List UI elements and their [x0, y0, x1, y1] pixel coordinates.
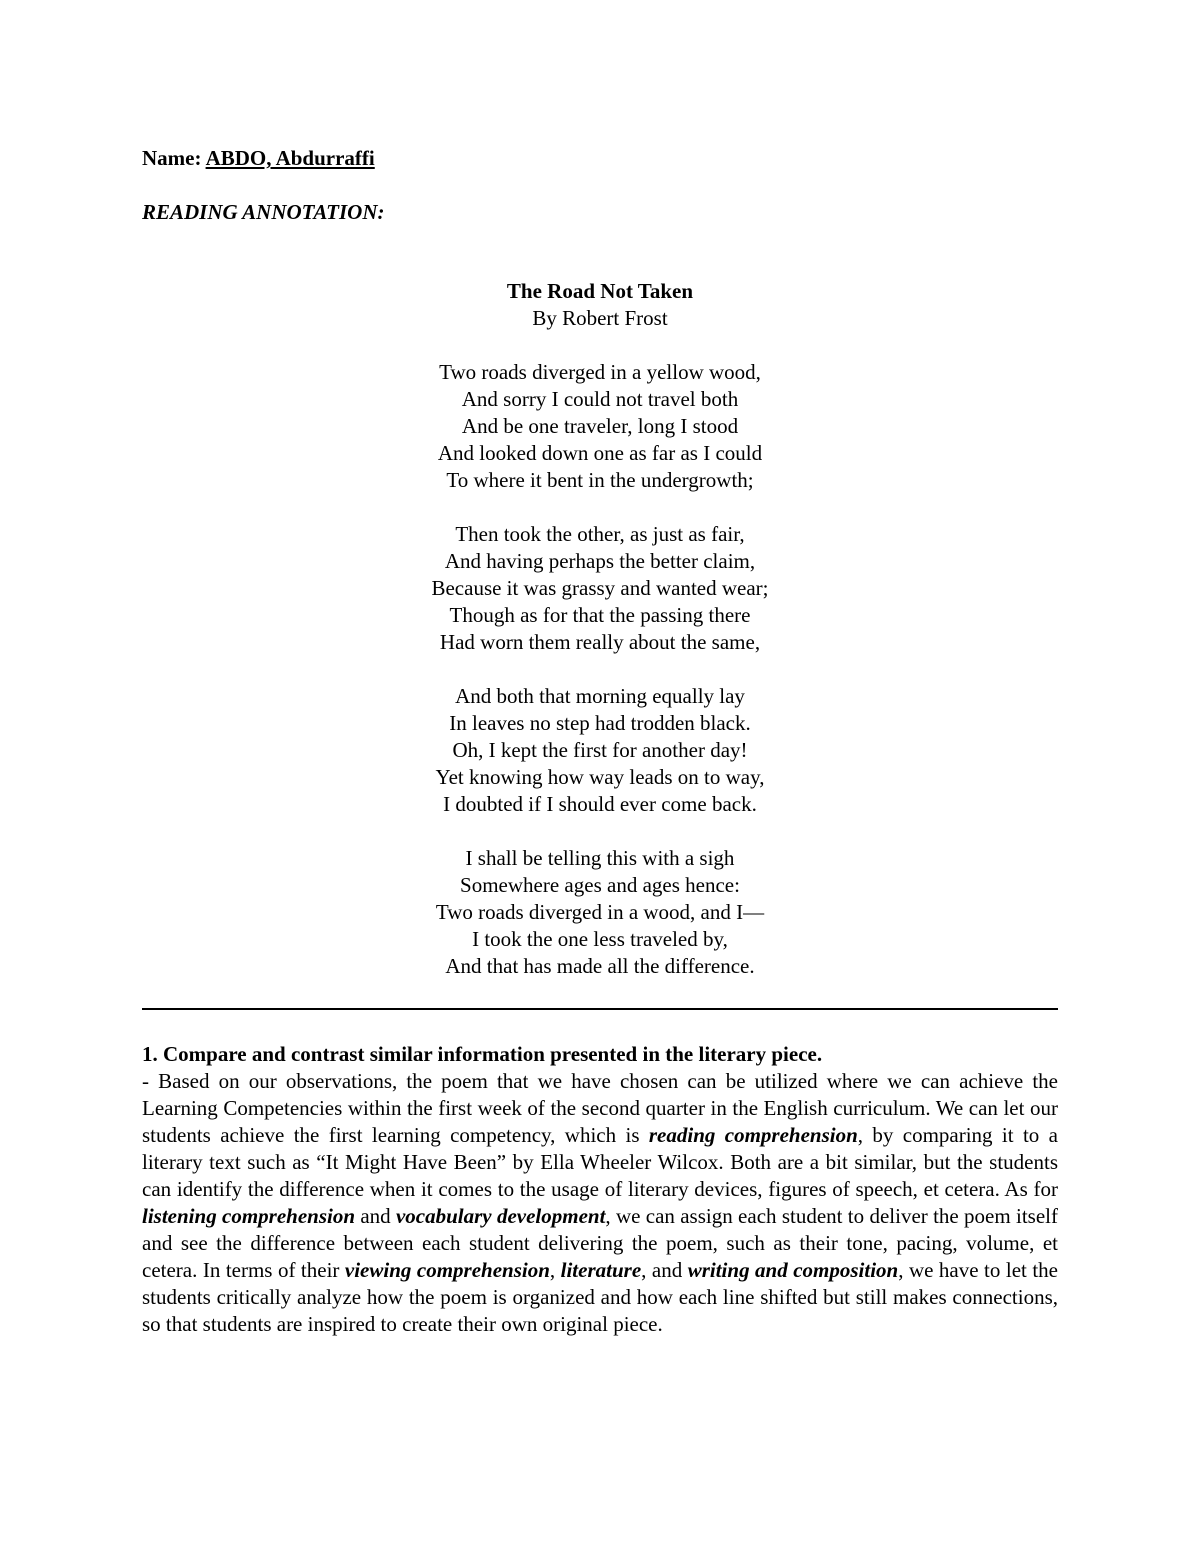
answer-text: , and	[641, 1258, 688, 1282]
answer-text: , we have to let the students critically analyze how the poem is organized and how each line shifted but still makes connections, so that students are inspired to create their own original piece.	[142, 1258, 1059, 1336]
poem-line: Somewhere ages and ages hence:	[460, 873, 740, 897]
emphasis-literature: literature	[560, 1258, 642, 1282]
poem-line: And both that morning equally lay	[455, 684, 745, 708]
poem-stanza	[142, 683, 1058, 818]
poem-line: And that has made all the difference.	[445, 954, 755, 978]
poem-stanza	[142, 359, 1058, 494]
document-heading: READING ANNOTATION:	[142, 200, 385, 224]
answer-text: , we can assign each student to deliver the poem itself and see the difference between each student delivering the poem, such as their tone, pacing, volume, et cetera. In terms of their	[142, 1204, 1058, 1282]
answer-text: , by comparing it to a literary text such as “It Might Have Been” by Ella Wheeler Wilcox. Both are a bit similar, but the students can identify the difference when it comes to the usage of literary devices, figures of speech, et cetera. As for	[142, 1123, 1058, 1201]
poem-line: In leaves no step had trodden black.	[449, 711, 751, 735]
poem-line: Oh, I kept the first for another day!	[452, 738, 748, 762]
poem-line: And having perhaps the better claim,	[444, 549, 756, 573]
poem-stanza	[142, 845, 1058, 980]
poem-line: Two roads diverged in a yellow wood,	[439, 360, 761, 384]
emphasis-viewing-comprehension: viewing comprehension	[344, 1258, 550, 1282]
name-value: ABDO, Abdurraffi	[205, 146, 375, 170]
emphasis-vocabulary-development: vocabulary development	[395, 1204, 606, 1228]
question-title: 1. Compare and contrast similar information presented in the literary piece.	[142, 1042, 823, 1066]
answer-paragraph	[142, 1068, 1058, 1338]
emphasis-listening-comprehension: listening comprehension	[142, 1204, 356, 1228]
poem-line: I took the one less traveled by,	[472, 927, 728, 951]
poem	[142, 278, 1058, 980]
poem-line: To where it bent in the undergrowth;	[446, 468, 754, 492]
poem-line: Had worn them really about the same,	[439, 630, 761, 654]
poem-author: By Robert Frost	[532, 306, 668, 330]
poem-title: The Road Not Taken	[506, 279, 694, 303]
poem-line: I doubted if I should ever come back.	[443, 792, 757, 816]
poem-line: Though as for that the passing there	[449, 603, 751, 627]
emphasis-reading-comprehension: reading comprehension	[648, 1123, 858, 1147]
answer-text: and	[355, 1204, 396, 1228]
poem-line: And looked down one as far as I could	[437, 441, 763, 465]
poem-line: And be one traveler, long I stood	[461, 414, 739, 438]
emphasis-writing-and-composition: writing and composition	[687, 1258, 899, 1282]
name-label: Name:	[142, 146, 202, 170]
question-section	[142, 1041, 1058, 1338]
section-divider	[142, 1008, 1058, 1010]
student-name-line	[142, 145, 375, 171]
poem-line: I shall be telling this with a sigh	[465, 846, 735, 870]
poem-line: Because it was grassy and wanted wear;	[431, 576, 769, 600]
poem-line: Yet knowing how way leads on to way,	[435, 765, 765, 789]
answer-text: ,	[549, 1258, 561, 1282]
poem-line: Two roads diverged in a wood, and I—	[435, 900, 765, 924]
poem-line: And sorry I could not travel both	[461, 387, 739, 411]
poem-line: Then took the other, as just as fair,	[455, 522, 745, 546]
poem-stanza	[142, 521, 1058, 656]
answer-text: - Based on our observations, the poem that we have chosen can be utilized where we can achieve the Learning Competencies within the first week of the second quarter in the English curriculum. We can let our students achieve the first learning competency, which is	[142, 1069, 1058, 1147]
